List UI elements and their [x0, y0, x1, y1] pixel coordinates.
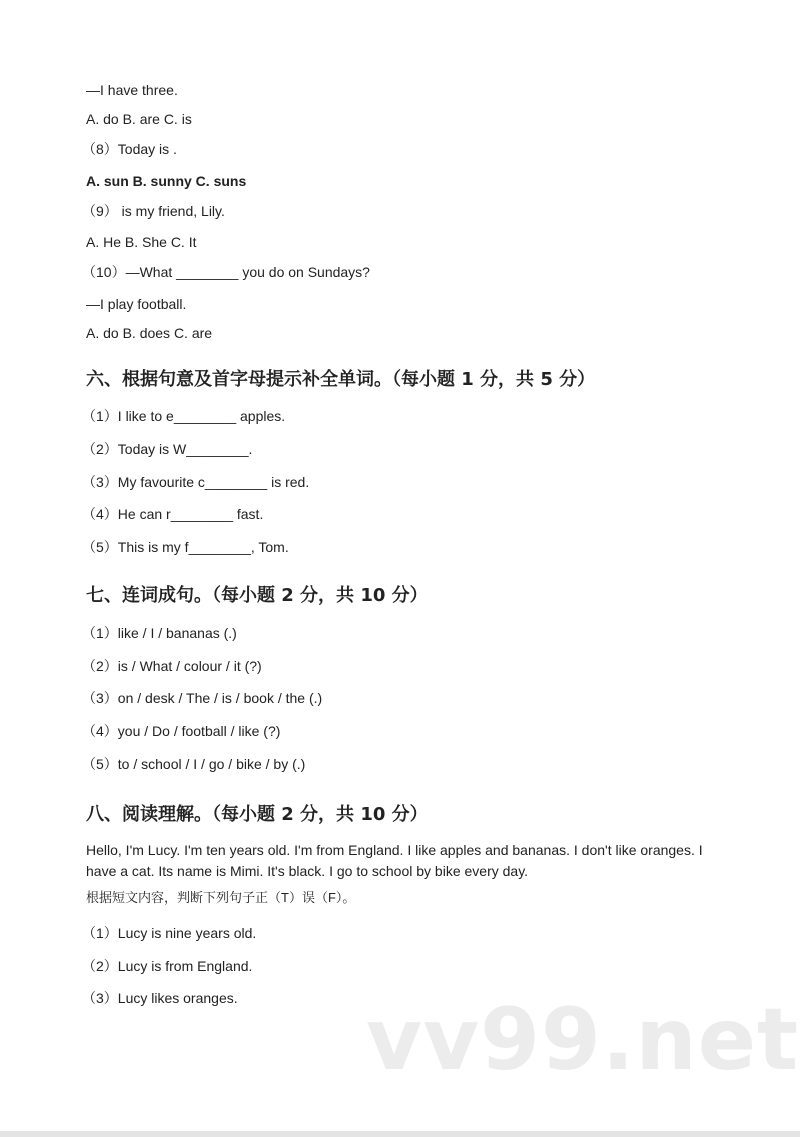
list-item: （5）This is my f________, Tom. [82, 539, 289, 555]
section-heading: 八、阅读理解。（每小题 2 分，共 10 分） [86, 804, 428, 825]
options-line: A. do B. are C. is [86, 111, 192, 127]
list-item: （1）I like to e________ apples. [82, 408, 286, 424]
list-item: （3）My favourite c________ is red. [82, 474, 310, 490]
list-item: （2）Lucy is from England. [82, 958, 253, 974]
reading-passage: Hello, I'm Lucy. I'm ten years old. I'm from England. I like apples and bananas. I don't like oranges. I have a cat. Its name is Mimi. It's black. I go to school by bike every day. [86, 842, 703, 879]
list-item: （1）Lucy is nine years old. [82, 925, 257, 941]
options-line: A. He B. She C. It [86, 234, 197, 250]
instruction: 根据短文内容，判断下列句子正（T）误（F）。 [86, 890, 356, 905]
dialogue-line: —I have three. [86, 82, 178, 98]
question-10: （10）—What ________ you do on Sundays? [82, 264, 370, 280]
section-heading: 七、连词成句。（每小题 2 分，共 10 分） [86, 585, 428, 606]
list-item: （5）to / school / I / go / bike / by (.) [82, 756, 306, 772]
list-item: （3）Lucy likes oranges. [82, 990, 238, 1006]
page-bottom-divider [0, 1131, 800, 1137]
list-item: （1）like / I / bananas (.) [82, 625, 237, 641]
dialogue-line: —I play football. [86, 296, 187, 312]
list-item: （2）Today is W________. [82, 441, 253, 457]
question-9: （9） is my friend, Lily. [82, 203, 225, 219]
section-heading: 六、根据句意及首字母提示补全单词。（每小题 1 分，共 5 分） [86, 369, 596, 390]
list-item: （4）He can r________ fast. [82, 506, 264, 522]
question-8: （8）Today is . [82, 141, 177, 157]
watermark: vv99.net [366, 990, 800, 1090]
options-line: A. sun B. sunny C. suns [86, 173, 247, 189]
options-line: A. do B. does C. are [86, 325, 213, 341]
list-item: （4）you / Do / football / like (?) [82, 723, 281, 739]
list-item: （2）is / What / colour / it (?) [82, 658, 262, 674]
list-item: （3）on / desk / The / is / book / the (.) [82, 690, 323, 706]
